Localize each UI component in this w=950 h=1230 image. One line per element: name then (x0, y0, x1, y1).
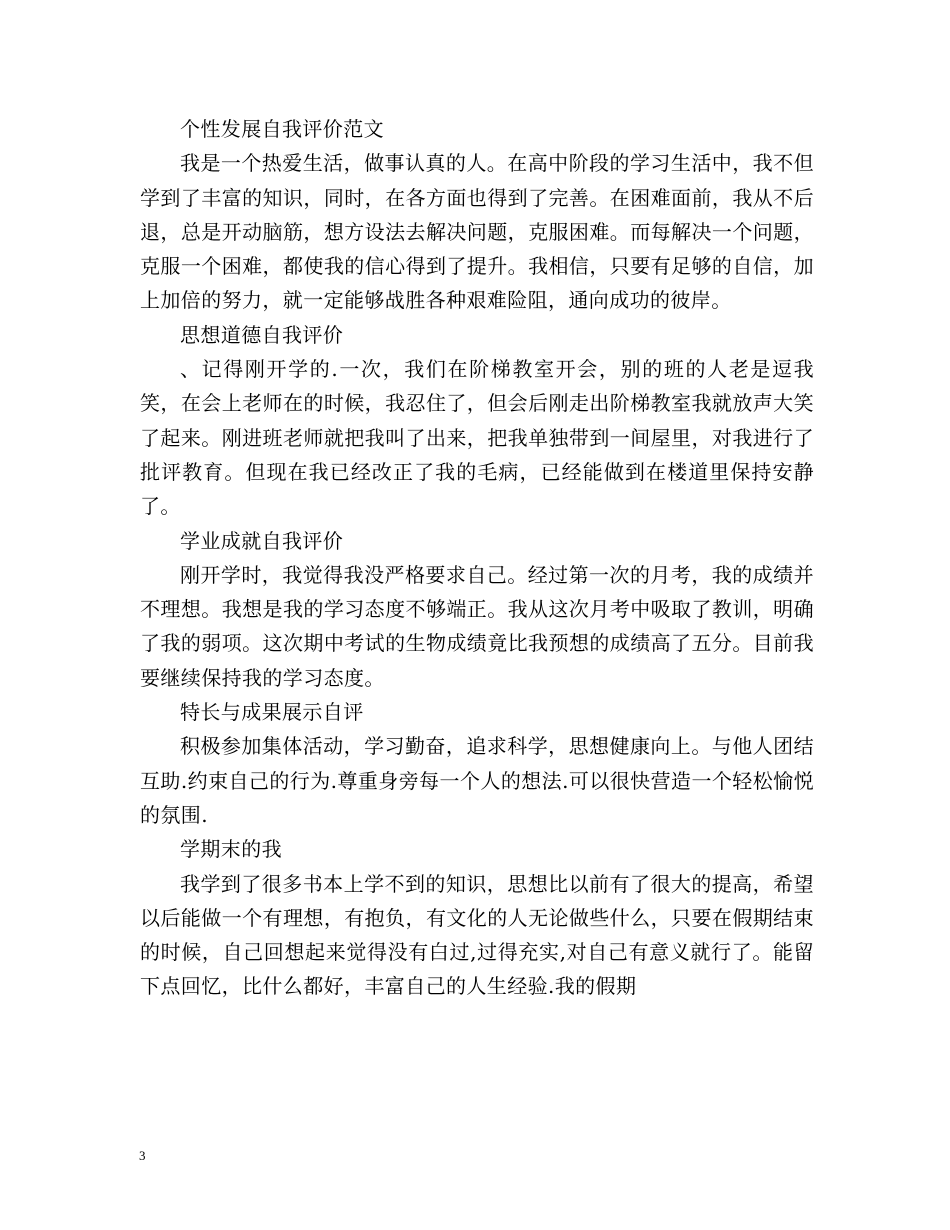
document-content (140, 112, 814, 1004)
page-number: 3 (139, 1148, 146, 1163)
section-heading-academic: 学业成就自我评价 (180, 528, 344, 553)
section-body-talents: 积极参加集体活动，学习勤奋，追求科学，思想健康向上。与他人团结互助.约束自己的行为.尊重身旁每一个人的想法.可以很快营造一个轻松愉悦的氛围. (140, 734, 814, 827)
section-body-personal-development: 我是一个热爱生活，做事认真的人。在高中阶段的学习生活中，我不但学到了丰富的知识，同时，在各方面也得到了完善。在困难面前，我从不后退，总是开动脑筋，想方设法去解决问题，克服困难。而每解决一个问题，克服一个困难，都使我的信心得到了提升。我相信，只要有足够的自信，加上加倍的努力，就一定能够战胜各种艰难险阻，通向成功的彼岸。 (140, 151, 814, 313)
section-heading-personal-development: 个性发展自我评价范文 (180, 117, 384, 141)
section-body-semester-end: 我学到了很多书本上学不到的知识，思想比以前有了很大的提高，希望以后能做一个有理想，有抱负，有文化的人无论做些什么，只要在假期结束的时候，自己回想起来觉得没有白过,过得充实,对自己有意义就行了。能留下点回忆，比什么都好，丰富自己的人生经验.我的假期 (140, 871, 814, 999)
section-body-moral: 、记得刚开学的.一次，我们在阶梯教室开会，别的班的人老是逗我笑，在会上老师在的时候，我忍住了，但会后刚走出阶梯教室我就放声大笑了起来。刚进班老师就把我叫了出来，把我单独带到一间屋里，对我进行了批评教育。但现在我已经改正了我的毛病，已经能做到在楼道里保持安静了。 (140, 357, 814, 519)
section-heading-semester-end: 学期末的我 (180, 837, 282, 862)
section-heading-moral: 思想道德自我评价 (180, 322, 344, 347)
section-body-academic: 刚开学时，我觉得我没严格要求自己。经过第一次的月考，我的成绩并不理想。我想是我的学习态度不够端正。我从这次月考中吸取了教训，明确了我的弱项。这次期中考试的生物成绩竟比我预想的成绩高了五分。目前我要继续保持我的学习态度。 (140, 562, 814, 690)
section-heading-talents: 特长与成果展示自评 (180, 700, 364, 725)
